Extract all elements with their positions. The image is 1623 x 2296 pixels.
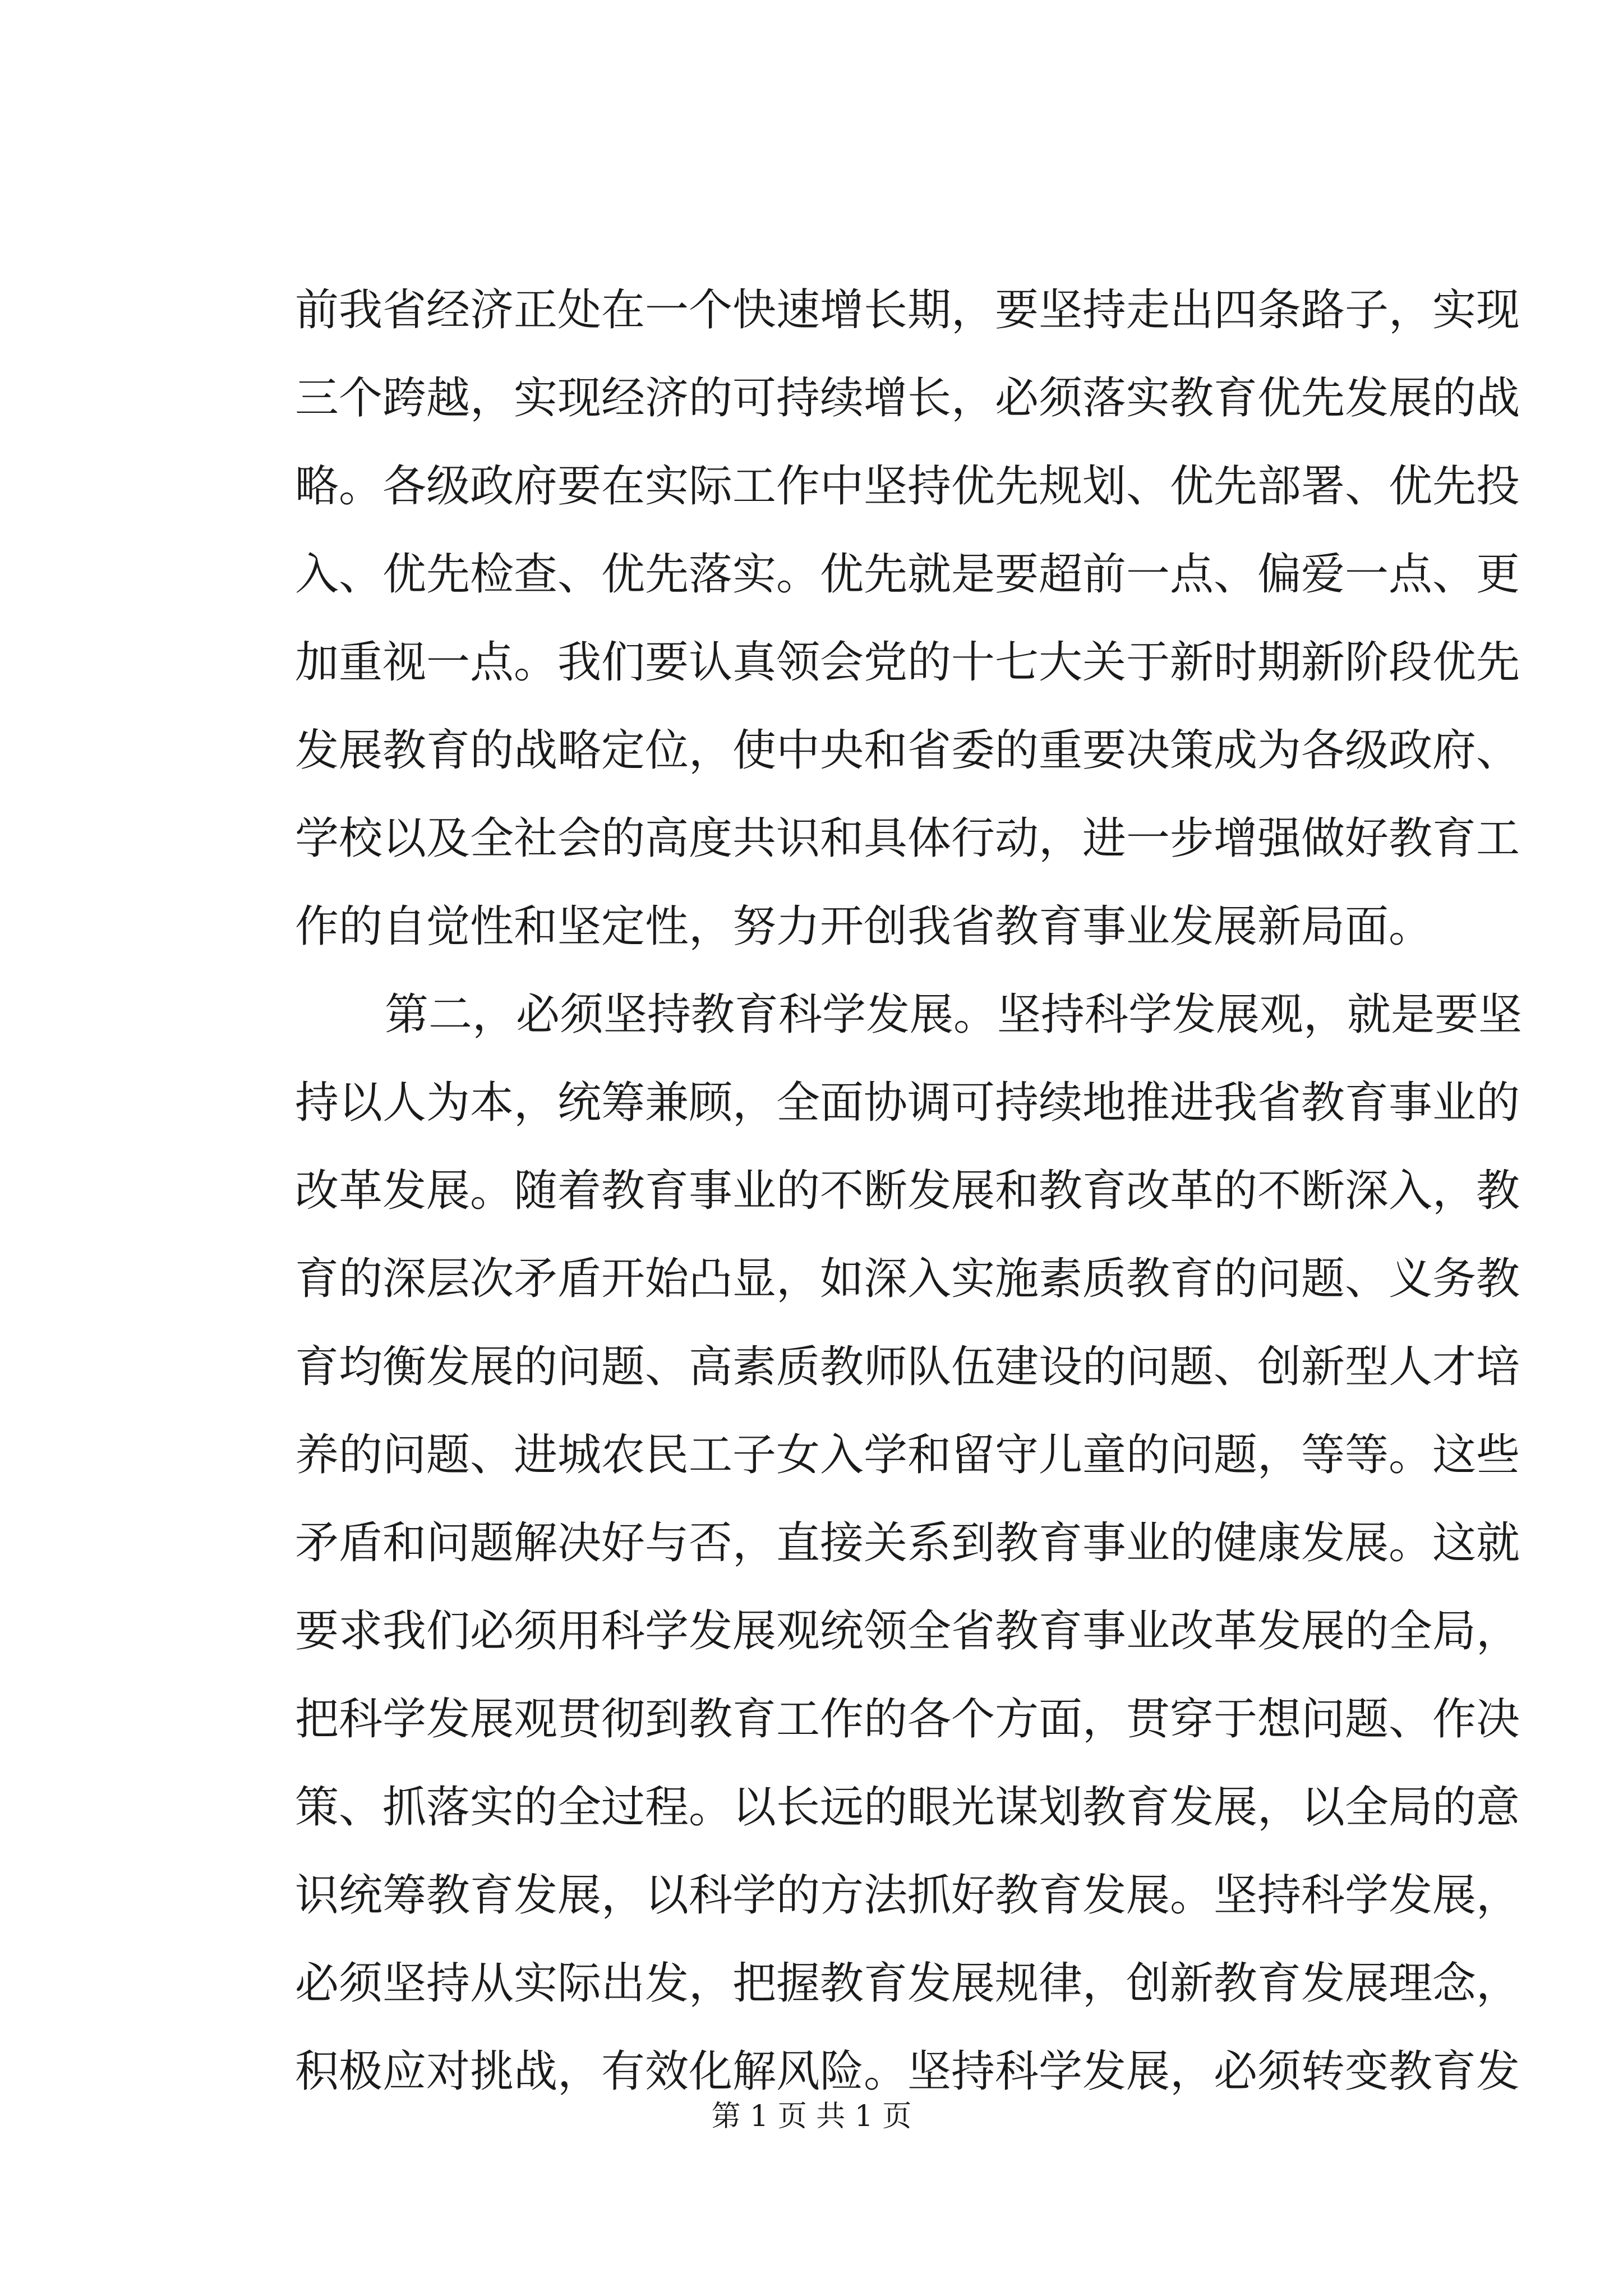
text-line: 作的自觉性和坚定性，努力开创我省教育事业发展新局面。 [295,901,1433,952]
paragraph-start-line: 第二，必须坚持教育科学发展。坚持科学发展观，就是要坚 [385,990,1523,1040]
body-text [295,266,1523,2116]
text-line: 必须坚持从实际出发，把握教育发展规律，创新教育发展理念， [295,1958,1520,2009]
text-line: 持以人为本，统筹兼顾，全面协调可持续地推进我省教育事业的 [295,1078,1520,1128]
text-line: 发展教育的战略定位，使中央和省委的重要决策成为各级政府、 [295,725,1520,776]
text-line: 育均衡发展的问题、高素质教师队伍建设的问题、创新型人才培 [295,1342,1520,1392]
text-line: 改革发展。随着教育事业的不断发展和教育改革的不断深入，教 [295,1166,1520,1216]
text-line: 略。各级政府要在实际工作中坚持优先规划、优先部署、优先投 [295,461,1520,512]
text-line: 把科学发展观贯彻到教育工作的各个方面，贯穿于想问题、作决 [295,1694,1520,1745]
text-line: 三个跨越，实现经济的可持续增长，必须落实教育优先发展的战 [295,373,1520,424]
text-line: 识统筹教育发展，以科学的方法抓好教育发展。坚持科学发展， [295,1870,1520,1921]
text-line: 矛盾和问题解决好与否，直接关系到教育事业的健康发展。这就 [295,1518,1520,1568]
text-line: 策、抓落实的全过程。以长远的眼光谋划教育发展，以全局的意 [295,1782,1520,1833]
text-line: 前我省经济正处在一个快速增长期，要坚持走出四条路子，实现 [295,285,1520,335]
text-line: 要求我们必须用科学发展观统领全省教育事业改革发展的全局， [295,1606,1520,1657]
text-line: 育的深层次矛盾开始凸显，如深入实施素质教育的问题、义务教 [295,1254,1520,1304]
text-line: 入、优先检查、优先落实。优先就是要超前一点、偏爱一点、更 [295,549,1520,600]
text-line: 养的问题、进城农民工子女入学和留守儿童的问题，等等。这些 [295,1430,1520,1480]
page-footer: 第 1 页 共 1 页 [711,2100,912,2133]
text-line: 加重视一点。我们要认真领会党的十七大关于新时期新阶段优先 [295,637,1520,688]
text-line: 积极应对挑战，有效化解风险。坚持科学发展，必须转变教育发 [295,2046,1520,2097]
text-line: 学校以及全社会的高度共识和具体行动，进一步增强做好教育工 [295,813,1520,864]
